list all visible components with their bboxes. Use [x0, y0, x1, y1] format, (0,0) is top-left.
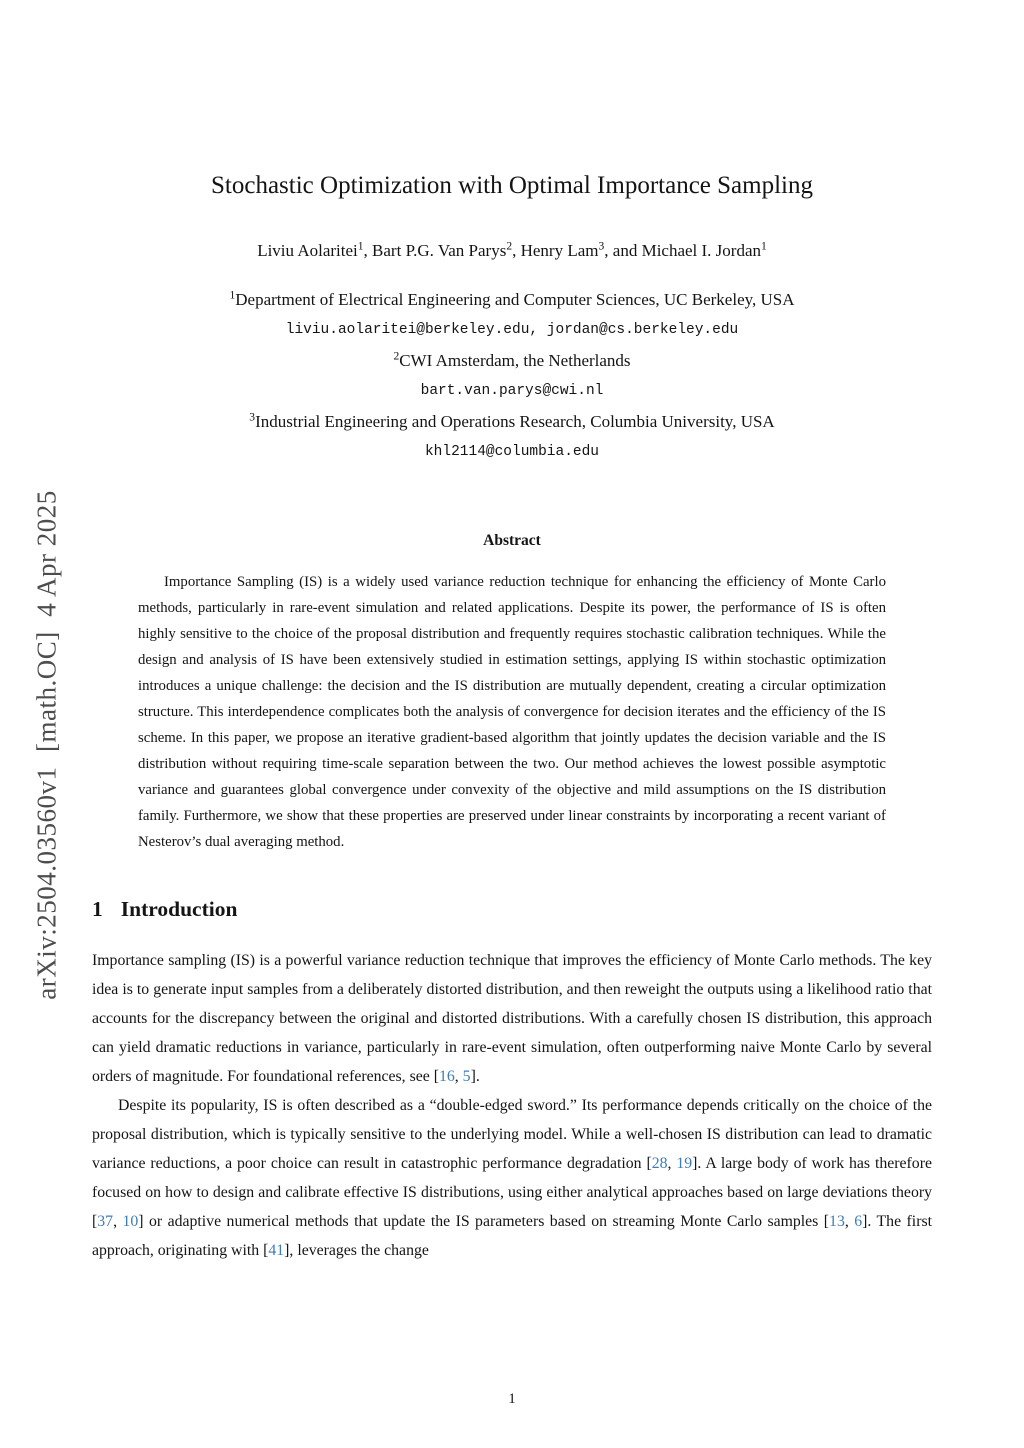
affiliation-3-marker: 3: [249, 410, 256, 424]
page-number: 1: [508, 1391, 516, 1407]
affiliation-1-emails: liviu.aolaritei@berkeley.edu, jordan@cs.berkeley.edu: [285, 322, 739, 339]
section-number: 1: [92, 896, 103, 921]
paper-title: Stochastic Optimization with Optimal Importance Sampling: [211, 172, 813, 199]
affiliation-2: [92, 346, 932, 377]
author-affiliation-superscript: 3: [598, 239, 605, 253]
paper-content: [92, 0, 932, 1265]
author-affiliation-superscript: 1: [357, 239, 364, 253]
abstract-body: Importance Sampling (IS) is a widely used variance reduction technique for enhancing the efficiency of Monte Carlo methods, particularly in rare-event simulation and related applications. Despite its power, the performance of IS is often highly sensitive to the choice of the proposal distribution and frequently requires stochastic calibration techniques. While the design and analysis of IS have been extensively studied in estimation settings, applying IS within stochastic optimization introduces a unique challenge: the decision and the IS distribution are mutually dependent, creating a circular optimization structure. This interdependence complicates both the analysis of convergence for decision iterates and the efficiency of the IS scheme. In this paper, we propose an iterative gradient-based algorithm that jointly updates the decision variable and the IS distribution without requiring time-scale separation between the two. Our method achieves the lowest possible asymptotic variance and guarantees global convergence under convexity of the objective and mild assumptions on the IS distribution family. Furthermore, we show that these properties are preserved under linear constraints by incorporating a recent variant of Nesterov’s dual averaging method.: [138, 573, 886, 850]
citation-link[interactable]: 16: [438, 1067, 455, 1085]
affiliation-3: [92, 407, 932, 438]
author-affiliation-superscript: 1: [761, 239, 767, 253]
intro-paragraph-2: Despite its popularity, IS is often described as a “double-edged sword.” Its performance depends critically on the choice of the proposal distribution, which is typically sensitive to the underlying model. While a well-chosen IS distribution can lead to dramatic variance reductions, a poor choice can result in catastrophic performance degradation [28, 19]. A large body of work has therefore focused on how to design and calibrate effective IS distributions, using either analytical approaches based on large deviations theory [37, 10] or adaptive numerical methods that update the IS parameters based on streaming Monte Carlo samples [13, 6]. The first approach, originating with [41], leverages the change: [92, 1096, 932, 1259]
abstract-heading: Abstract: [483, 531, 541, 549]
abstract-section: [138, 532, 886, 855]
affiliation-2-emails: bart.van.parys@cwi.nl: [420, 383, 604, 400]
citation-link[interactable]: 28: [651, 1154, 668, 1172]
affiliation-block: [92, 285, 932, 468]
affiliation-1-marker: 1: [229, 288, 236, 302]
citation-link[interactable]: 6: [854, 1212, 863, 1230]
citation-link[interactable]: 19: [676, 1154, 693, 1172]
affiliation-1-text: Department of Electrical Engineering and Computer Sciences, UC Berkeley, USA: [235, 289, 795, 309]
author-line: Liviu Aolaritei$^1$, Bart P.G. Van Parys$^2$, Henry Lam$^3$, and Michael I. Jordan$^1$: [257, 239, 767, 260]
citation-link[interactable]: 5: [462, 1067, 471, 1085]
citation-link[interactable]: 37: [97, 1212, 114, 1230]
affiliation-3-emails: khl2114@columbia.edu: [424, 444, 600, 461]
author-affiliation-superscript: 2: [506, 239, 513, 253]
affiliation-3-text: Industrial Engineering and Operations Research, Columbia University, USA: [255, 411, 775, 431]
arxiv-watermark: arXiv:2504.03560v1 [math.OC] 4 Apr 2025: [31, 490, 62, 1000]
citation-link[interactable]: 10: [122, 1212, 139, 1230]
section-title: Introduction: [120, 896, 238, 921]
citation-link[interactable]: 13: [829, 1212, 845, 1230]
section-heading-introduction: [92, 897, 932, 922]
citation-link[interactable]: 41: [268, 1241, 285, 1259]
affiliation-2-text: CWI Amsterdam, the Netherlands: [399, 350, 631, 370]
affiliation-2-marker: 2: [393, 349, 400, 363]
intro-paragraph-1: Importance sampling (IS) is a powerful variance reduction technique that improves the efficiency of Monte Carlo methods. The key idea is to generate input samples from a deliberately distorted distribution, and then reweight the outputs using a likelihood ratio that accounts for the discrepancy between the original and distorted distributions. With a carefully chosen IS distribution, this approach can yield dramatic reductions in variance, particularly in rare-event simulation, often outperforming naive Monte Carlo by several orders of magnitude. For foundational references, see [16, 5].: [92, 951, 932, 1085]
affiliation-1: [92, 285, 932, 316]
